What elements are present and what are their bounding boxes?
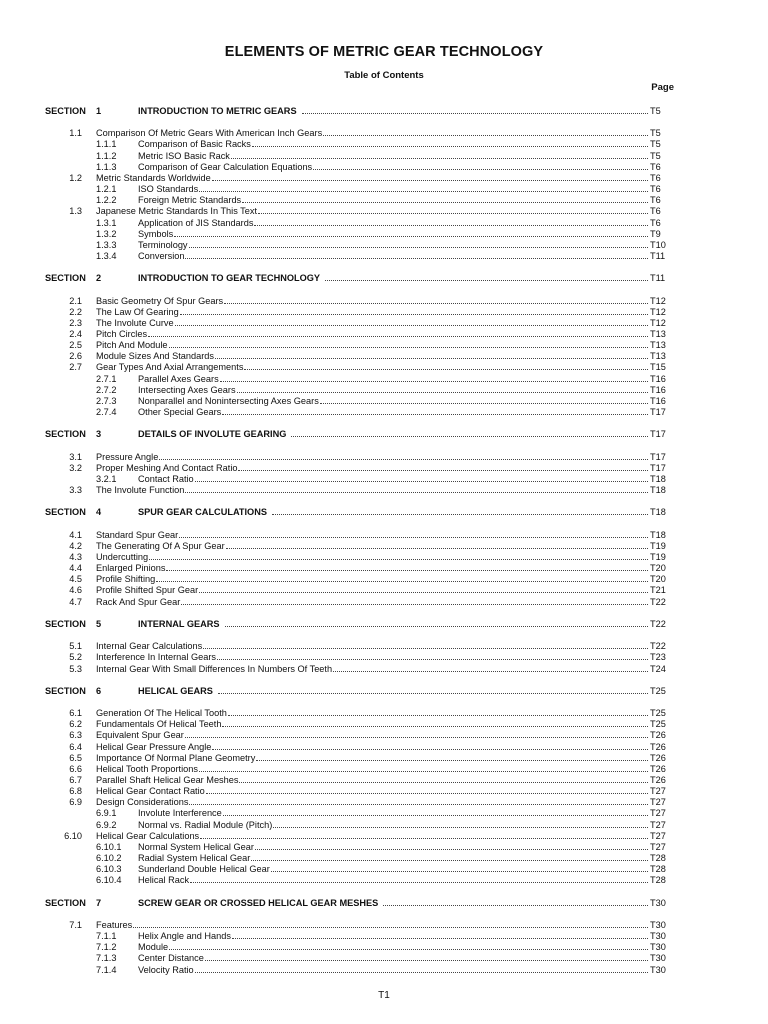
dot-leader (195, 481, 648, 482)
page-reference: T10 (650, 239, 666, 250)
subsubsection-title: Normal vs. Radial Module (Pitch) (138, 819, 273, 830)
subsubsection-number: 1.3.4 (96, 250, 117, 261)
page-reference: T16 (650, 395, 666, 406)
toc-subsubsection-row (0, 874, 768, 886)
dot-leader (185, 492, 648, 493)
subsection-title: Metric Standards Worldwide (96, 172, 211, 183)
subsection-title: Pressure Angle (96, 451, 159, 462)
subsubsection-title: Contact Ratio (138, 473, 194, 484)
section-title: INTERNAL GEARS (138, 618, 220, 629)
dot-leader (217, 659, 648, 660)
dot-leader (174, 236, 648, 237)
section-number: 6 (96, 685, 102, 696)
subsection-number: 3.2 (69, 462, 82, 473)
subsubsection-title: Sunderland Double Helical Gear (138, 864, 270, 875)
page-reference: T20 (650, 563, 666, 574)
subsubsection-title: Terminology (138, 239, 188, 250)
subsection-number: 6.3 (69, 730, 82, 741)
dot-leader (231, 158, 648, 159)
subsection-number: 6.10 (64, 830, 82, 841)
page-reference: T30 (650, 897, 666, 908)
toc-subsection-row (0, 484, 768, 496)
page-reference: T16 (650, 373, 666, 384)
page-reference: T22 (650, 641, 666, 652)
dot-leader (223, 815, 648, 816)
page-number: T1 (378, 990, 390, 1001)
section-title: SPUR GEAR CALCULATIONS (138, 507, 267, 518)
subsubsection-number: 1.3.1 (96, 217, 117, 228)
subsection-number: 4.2 (69, 540, 82, 551)
dot-leader (226, 548, 648, 549)
section-title: INTRODUCTION TO GEAR TECHNOLOGY (138, 273, 321, 284)
subsubsection-title: Other Special Gears (138, 407, 222, 418)
dot-leader (232, 938, 648, 939)
section-label: SECTION (45, 897, 86, 908)
subsection-number: 6.2 (69, 719, 82, 730)
dot-leader (271, 871, 648, 872)
subsubsection-title: Normal System Helical Gear (138, 841, 254, 852)
subsubsection-title: Involute Interference (138, 808, 222, 819)
toc-subsubsection-row (0, 406, 768, 418)
dot-leader (333, 671, 648, 672)
page-reference: T9 (650, 228, 661, 239)
subsection-title: Comparison Of Metric Gears With American Inch Gears (96, 128, 323, 139)
subsection-number: 6.9 (69, 797, 82, 808)
page-reference: T28 (650, 875, 666, 886)
page-reference: T5 (650, 106, 661, 116)
dot-leader (222, 414, 648, 415)
page-reference: T12 (650, 317, 666, 328)
subsubsection-title: Velocity Ratio (138, 964, 194, 975)
section-number: 4 (96, 507, 102, 518)
page-reference: T23 (650, 652, 666, 663)
section-label: SECTION (45, 507, 86, 518)
page-reference: T12 (650, 295, 666, 306)
page-reference: T15 (650, 362, 666, 373)
subsection-number: 3.3 (69, 485, 82, 496)
dot-leader (228, 715, 648, 716)
subsection-title: Interference In Internal Gears (96, 652, 217, 663)
subsection-title: Japanese Metric Standards In This Text (96, 206, 258, 217)
dot-leader (215, 358, 648, 359)
subsection-title: Helical Gear Contact Ratio (96, 786, 205, 797)
page-reference: T17 (650, 462, 666, 473)
subsection-title: Generation Of The Helical Tooth (96, 708, 227, 719)
document-title: ELEMENTS OF METRIC GEAR TECHNOLOGY (224, 44, 544, 60)
page-reference: T17 (650, 407, 666, 418)
dot-leader (205, 960, 648, 961)
subsection-title: The Generating Of A Spur Gear (96, 540, 225, 551)
subsection-number: 2.7 (69, 362, 82, 373)
section-title: INTRODUCTION TO METRIC GEARS (138, 106, 297, 116)
dot-leader (320, 403, 648, 404)
subsubsection-title: Module (138, 942, 169, 953)
subsection-title: Gear Types And Axial Arrangements (96, 362, 244, 373)
page-reference: T11 (650, 250, 666, 261)
page-reference: T28 (650, 853, 666, 864)
subsubsection-title: Conversion (138, 250, 185, 261)
subsubsection-title: Helical Rack (138, 875, 190, 886)
dot-leader (224, 303, 648, 304)
subsubsection-number: 1.3.3 (96, 239, 117, 250)
page-reference: T24 (650, 663, 666, 674)
page-reference: T30 (650, 942, 666, 953)
dot-leader (185, 737, 648, 738)
dot-leader (179, 537, 648, 538)
page-reference: T11 (650, 273, 666, 284)
subsection-title: Basic Geometry Of Spur Gears (96, 295, 224, 306)
page-reference: T22 (650, 596, 666, 607)
subsubsection-number: 2.7.4 (96, 407, 117, 418)
page-reference: T27 (650, 819, 666, 830)
page-reference: T22 (650, 618, 666, 629)
subsubsection-number: 3.2.1 (96, 473, 117, 484)
dot-leader (133, 927, 648, 928)
dot-leader (190, 882, 648, 883)
subsection-title: Standard Spur Gear (96, 529, 179, 540)
subsubsection-title: Radial System Helical Gear (138, 853, 251, 864)
subsubsection-number: 2.7.1 (96, 373, 117, 384)
subsubsection-title: Foreign Metric Standards (138, 195, 242, 206)
subsubsection-number: 2.7.3 (96, 395, 117, 406)
subsection-title: Helical Tooth Proportions (96, 763, 198, 774)
page-reference: T13 (650, 340, 666, 351)
section-label: SECTION (45, 106, 86, 116)
page-reference: T6 (650, 184, 661, 195)
page-reference: T6 (650, 195, 661, 206)
dot-leader (220, 381, 648, 382)
subsubsection-number: 7.1.3 (96, 953, 117, 964)
section-number: 5 (96, 618, 102, 629)
dot-leader (189, 804, 648, 805)
subsection-title: Importance Of Normal Plane Geometry (96, 752, 256, 763)
page-reference: T26 (650, 741, 666, 752)
subsubsection-title: Parallel Axes Gears (138, 373, 219, 384)
page-reference: T18 (650, 529, 666, 540)
dot-leader (302, 113, 648, 114)
page-reference: T30 (650, 953, 666, 964)
dot-leader (199, 191, 648, 192)
dot-leader (149, 559, 648, 560)
toc-subtitle: Table of Contents (344, 70, 424, 81)
subsection-title: Features (96, 919, 133, 930)
section-title: HELICAL GEARS (138, 685, 213, 696)
page-reference: T27 (650, 786, 666, 797)
subsubsection-title: Nonparallel and Nonintersecting Axes Gears (138, 395, 319, 406)
subsection-number: 5.1 (69, 641, 82, 652)
page-reference: T18 (650, 507, 666, 518)
dot-leader (189, 247, 648, 248)
subsubsection-number: 6.10.4 (96, 875, 122, 886)
dot-leader (237, 392, 648, 393)
subsection-title: Design Considerations (96, 797, 189, 808)
subsection-number: 5.2 (69, 652, 82, 663)
subsection-title: Profile Shifted Spur Gear (96, 585, 199, 596)
subsubsection-number: 6.9.2 (96, 819, 117, 830)
subsection-title: Helical Gear Calculations (96, 830, 200, 841)
page-reference: T18 (650, 485, 666, 496)
subsection-title: Pitch And Module (96, 340, 168, 351)
subsection-number: 3.1 (69, 451, 82, 462)
subsubsection-number: 6.10.1 (96, 841, 122, 852)
subsection-number: 2.5 (69, 340, 82, 351)
dot-leader (180, 314, 648, 315)
toc-subsection-row (0, 596, 768, 608)
subsection-title: Proper Meshing And Contact Ratio (96, 462, 238, 473)
subsection-number: 4.1 (69, 529, 82, 540)
subsection-title: Internal Gear With Small Differences In Numbers Of Teeth (96, 663, 333, 674)
page-reference: T18 (650, 473, 666, 484)
section-title: DETAILS OF INVOLUTE GEARING (138, 429, 287, 440)
subsubsection-title: Symbols (138, 228, 174, 239)
toc-section-row (0, 506, 768, 518)
page-reference: T25 (650, 685, 666, 696)
toc-section-row (0, 105, 768, 117)
dot-leader (258, 213, 648, 214)
subsection-title: The Law Of Gearing (96, 306, 179, 317)
section-number: 2 (96, 273, 102, 284)
dot-leader (181, 604, 648, 605)
subsubsection-title: ISO Standards (138, 184, 199, 195)
subsubsection-number: 1.1.2 (96, 150, 117, 161)
page-reference: T5 (650, 139, 661, 150)
subsubsection-number: 2.7.2 (96, 384, 117, 395)
subsubsection-number: 6.10.2 (96, 853, 122, 864)
page-reference: T30 (650, 931, 666, 942)
subsection-title: The Involute Curve (96, 317, 174, 328)
subsection-number: 1.2 (69, 172, 82, 183)
subsection-number: 2.1 (69, 295, 82, 306)
subsection-number: 2.6 (69, 351, 82, 362)
subsection-title: Undercutting (96, 552, 149, 562)
subsection-title: The Involute Function (96, 485, 185, 496)
subsection-number: 4.6 (69, 585, 82, 596)
subsection-number: 4.4 (69, 563, 82, 574)
dot-leader (251, 860, 648, 861)
dot-leader (195, 972, 648, 973)
subsection-number: 6.6 (69, 763, 82, 774)
dot-leader (252, 146, 648, 147)
subsection-title: Fundamentals Of Helical Teeth (96, 719, 222, 730)
subsubsection-title: Comparison of Gear Calculation Equations (138, 161, 313, 172)
section-label: SECTION (45, 685, 86, 696)
dot-leader (218, 693, 648, 694)
page-reference: T20 (650, 574, 666, 585)
page-reference: T25 (650, 708, 666, 719)
subsection-number: 4.3 (69, 552, 82, 562)
dot-leader (185, 258, 648, 259)
subsection-title: Internal Gear Calculations (96, 641, 203, 652)
dot-leader (256, 760, 648, 761)
dot-leader (169, 347, 648, 348)
page-reference: T6 (650, 172, 661, 183)
dot-leader (200, 838, 648, 839)
toc-section-row (0, 897, 768, 909)
subsection-number: 6.8 (69, 786, 82, 797)
dot-leader (203, 648, 648, 649)
subsection-title: Parallel Shaft Helical Gear Meshes (96, 775, 239, 785)
subsubsection-number: 7.1.2 (96, 942, 117, 953)
page-reference: T5 (650, 128, 661, 139)
page-reference: T16 (650, 384, 666, 395)
dot-leader (323, 135, 648, 136)
subsubsection-title: Intersecting Axes Gears (138, 384, 236, 395)
dot-leader (166, 570, 648, 571)
section-label: SECTION (45, 618, 86, 629)
subsubsection-number: 1.2.1 (96, 184, 117, 195)
subsubsection-title: Center Distance (138, 953, 204, 964)
section-label: SECTION (45, 429, 86, 440)
subsection-title: Module Sizes And Standards (96, 351, 214, 362)
page-reference: T13 (650, 351, 666, 362)
toc-subsubsection-row (0, 250, 768, 262)
subsection-number: 1.1 (69, 128, 82, 139)
toc-section-row (0, 272, 768, 284)
page-reference: T6 (650, 206, 661, 217)
dot-leader (313, 169, 648, 170)
subsection-number: 1.3 (69, 206, 82, 217)
dot-leader (199, 592, 648, 593)
section-number: 3 (96, 429, 102, 440)
page-reference: T25 (650, 719, 666, 730)
page-reference: T27 (650, 808, 666, 819)
subsection-number: 4.5 (69, 574, 82, 585)
subsubsection-number: 1.3.2 (96, 228, 117, 239)
subsubsection-title: Application of JIS Standards (138, 217, 254, 228)
toc-subsection-row (0, 663, 768, 675)
page-reference: T27 (650, 797, 666, 808)
page-reference: T13 (650, 329, 666, 339)
page-reference: T30 (650, 964, 666, 975)
dot-leader (225, 626, 648, 627)
subsection-number: 2.3 (69, 317, 82, 328)
page-reference: T26 (650, 763, 666, 774)
dot-leader (254, 225, 648, 226)
page-reference: T21 (650, 585, 666, 596)
section-number: 7 (96, 897, 102, 908)
subsection-title: Pitch Circles (96, 329, 148, 339)
subsection-number: 2.4 (69, 329, 82, 339)
section-title: SCREW GEAR OR CROSSED HELICAL GEAR MESHES (138, 897, 379, 908)
subsection-title: Enlarged Pinions (96, 563, 166, 574)
subsubsection-number: 1.1.1 (96, 139, 117, 150)
subsubsection-number: 6.9.1 (96, 808, 117, 819)
subsubsection-title: Metric ISO Basic Rack (138, 150, 230, 161)
dot-leader (255, 849, 648, 850)
section-label: SECTION (45, 273, 86, 284)
subsection-title: Rack And Spur Gear (96, 596, 181, 607)
dot-leader (272, 514, 648, 515)
subsubsection-number: 6.10.3 (96, 864, 122, 875)
subsubsection-number: 7.1.1 (96, 931, 117, 942)
subsubsection-number: 1.1.3 (96, 161, 117, 172)
page-reference: T28 (650, 864, 666, 875)
dot-leader (212, 749, 648, 750)
subsubsection-number: 1.2.2 (96, 195, 117, 206)
toc-section-row (0, 428, 768, 440)
dot-leader (175, 325, 648, 326)
dot-leader (148, 336, 648, 337)
dot-leader (383, 905, 648, 906)
page-reference: T6 (650, 161, 661, 172)
page-column-header: Page (651, 82, 674, 93)
subsubsection-title: Helix Angle and Hands (138, 931, 231, 942)
page-reference: T30 (650, 919, 666, 930)
subsection-number: 5.3 (69, 663, 82, 674)
page-reference: T26 (650, 752, 666, 763)
page-reference: T27 (650, 830, 666, 841)
toc-section-row (0, 685, 768, 697)
page-reference: T5 (650, 150, 661, 161)
subsection-number: 6.7 (69, 775, 82, 785)
page-reference: T17 (650, 451, 666, 462)
dot-leader (222, 726, 648, 727)
subsection-title: Helical Gear Pressure Angle (96, 741, 212, 752)
dot-leader (242, 202, 648, 203)
dot-leader (291, 436, 648, 437)
subsubsection-title: Comparison of Basic Racks (138, 139, 251, 150)
subsection-number: 6.4 (69, 741, 82, 752)
page-reference: T26 (650, 775, 666, 785)
subsection-number: 6.1 (69, 708, 82, 719)
dot-leader (273, 827, 648, 828)
subsection-number: 7.1 (69, 919, 82, 930)
subsection-number: 4.7 (69, 596, 82, 607)
subsubsection-number: 7.1.4 (96, 964, 117, 975)
page-reference: T19 (650, 552, 666, 562)
subsection-number: 6.5 (69, 752, 82, 763)
dot-leader (325, 280, 648, 281)
dot-leader (206, 793, 648, 794)
dot-leader (212, 180, 648, 181)
subsection-title: Equivalent Spur Gear (96, 730, 184, 741)
toc-section-row (0, 618, 768, 630)
dot-leader (199, 771, 648, 772)
dot-leader (169, 949, 648, 950)
dot-leader (156, 581, 648, 582)
page-reference: T6 (650, 217, 661, 228)
page-reference: T19 (650, 540, 666, 551)
dot-leader (159, 459, 648, 460)
toc-subsubsection-row (0, 964, 768, 976)
dot-leader (238, 470, 648, 471)
dot-leader (239, 782, 648, 783)
page-reference: T12 (650, 306, 666, 317)
section-number: 1 (96, 106, 102, 116)
subsection-number: 2.2 (69, 306, 82, 317)
page-reference: T27 (650, 841, 666, 852)
dot-leader (244, 369, 648, 370)
page-reference: T26 (650, 730, 666, 741)
page-reference: T17 (650, 429, 666, 440)
subsection-title: Profile Shifting (96, 574, 156, 585)
